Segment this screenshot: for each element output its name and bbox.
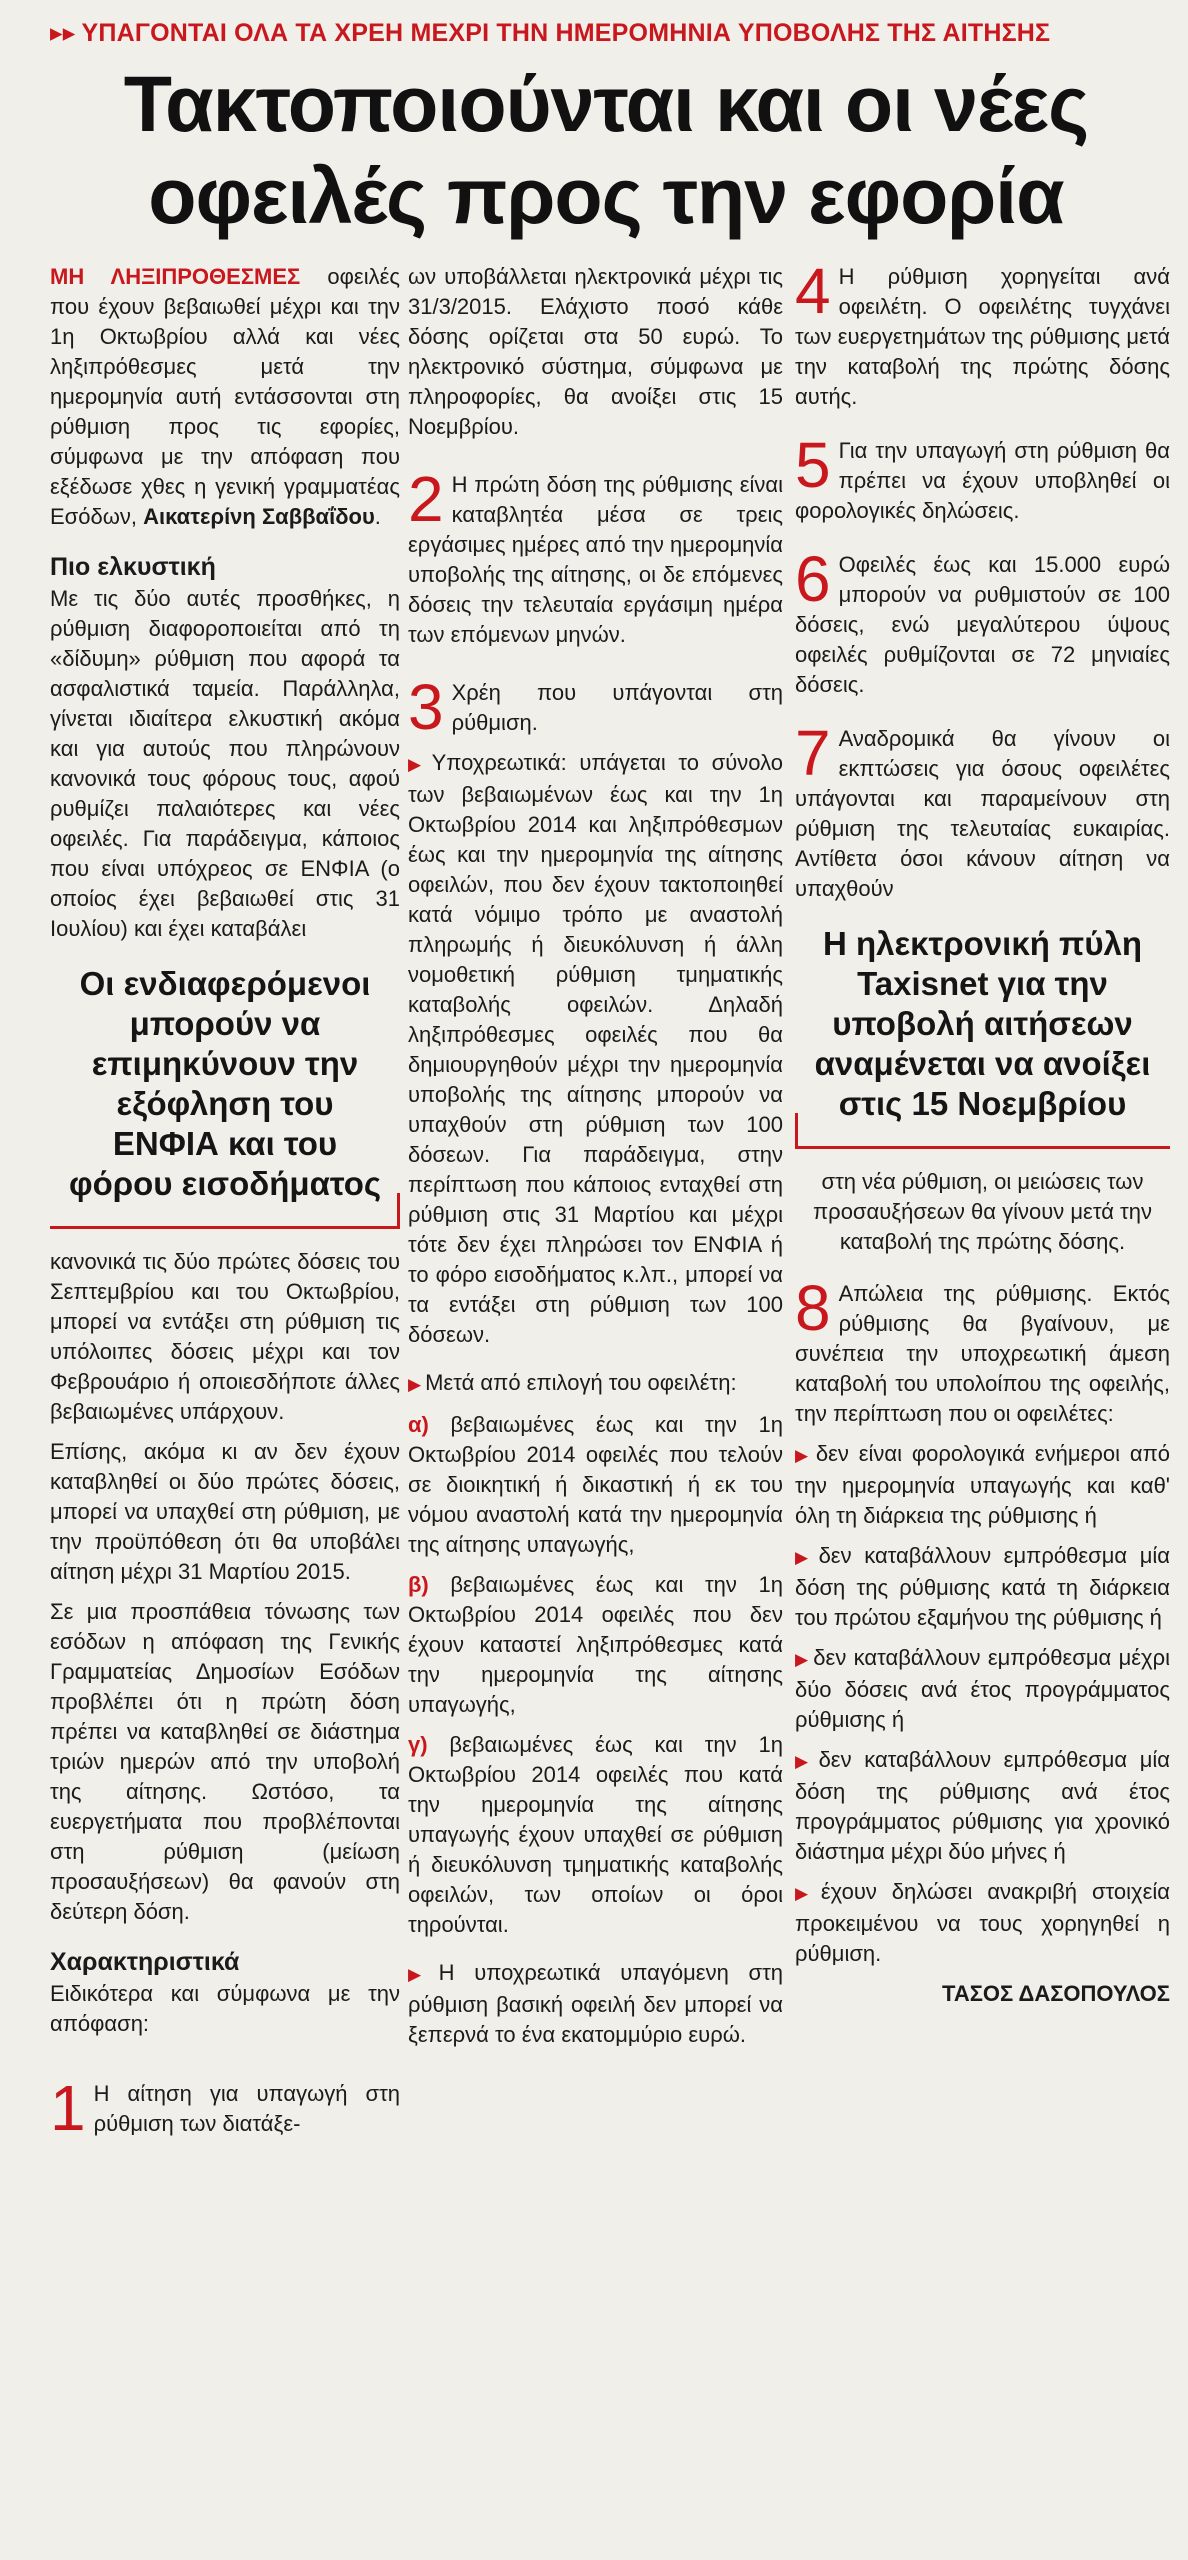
paragraph: κανονικά τις δύο πρώτες δόσεις του Σεπτεμβρίου και του Οκτωβρίου, μπορεί να εντάξει στη ρύθμιση τις υπόλοιπες δόσεις μέχρι και τον Φεβρουάριο ή οποιεσδήποτε άλλες βεβαιωμένες υπάρχουν. <box>50 1249 400 1424</box>
bullet-item <box>795 1541 1170 1633</box>
double-arrow-icon: ▸▸ <box>50 19 76 47</box>
column-3 <box>795 255 1170 2009</box>
item-text: Υποχρεωτικά: υπάγεται το σύνολο των βεβαιωμένων έως και την 1η Οκτωβρίου 2014 και ληξιπρόθεσμων έως και την ημερομηνία της αίτησης οφειλών, που δεν έχουν τακτοποιηθεί κατά νόμιμο τρόπο με αναστολή πληρωμής ή διευκόλυνση ή άλλη νομοθετική ρύθμιση τμηματικής καταβολής οφειλών. Δηλαδή ληξιπρόθεσμες οφειλές που θα δημιουργηθούν μέχρι την ημερομηνία υποβολής της αίτησης μπορούν να υπαχθούν στη ρύθμιση των 100 δόσεων. Για παράδειγμα, στην περίπτωση που κάποιος ενταχθεί στη ρύθμιση στις 31 Μαρτίου και μέχρι τότε δεν έχει πληρώσει τον ΕΝΦΙΑ ή το φόρο εισοδήματος κ.λπ., μπορεί να τα εντάξει στη ρύθμιση των 100 δόσεων. <box>408 750 783 1347</box>
item-text: Η ρύθμιση χορηγείται ανά οφειλέτη. Ο οφειλέτης τυγχάνει των ευεργετημάτων της ρύθμισης μετά την καταβολή της πρώτης δόσης αυτής. <box>795 264 1170 409</box>
headline-line-1: Τακτοποιούνται και οι νέες <box>123 59 1089 148</box>
triangle-bullet-icon: ▶ <box>795 1548 815 1567</box>
item-c <box>408 1730 783 1940</box>
item-text: βεβαιωμένες έως και την 1η Οκτωβρίου 2014 οφειλές που δεν έχουν καταστεί ληξιπρόθεσμες κατά την ημερομηνία της αίτησης υπαγωγής, <box>408 1572 783 1717</box>
triangle-bullet-icon: ▶ <box>408 1965 435 1984</box>
item-text: Η πρώτη δόση της ρύθμισης είναι καταβλητέα μέσα σε τρεις εργάσιμες ημέρες από την ημερομηνία υποβολής της αίτησης, οι δε επόμενες δόσεις την τελευταία εργάσιμη ημέρα των επόμενων μηνών. <box>408 472 783 647</box>
lead-red-words: ΜΗ ΛΗΞΙΠΡΟΘΕΣΜΕΣ <box>50 264 301 289</box>
paragraph: Σε μια προσπάθεια τόνωσης των εσόδων η απόφαση της Γενικής Γραμματείας Δημοσίων Εσόδων προβλέπει ότι η πρώτη δόση πρέπει να καταβληθεί σε διάστημα τριών ημερών από την υποβολή της αίτησης. Ωστόσο, τα ευεργετήματα που προβλέπονται στη ρύθμιση (μείωση προσαυξήσεων) θα φανούν στη δεύτερη δόση. <box>50 1599 400 1924</box>
item-text: έχουν δηλώσει ανακριβή στοιχεία προκειμένου να τους χορηγηθεί η ρύθμιση. <box>795 1879 1170 1966</box>
triangle-bullet-icon: ▶ <box>795 1752 815 1771</box>
triangle-bullet-icon: ▶ <box>795 1446 812 1465</box>
item-text: Απώλεια της ρύθμισης. Εκτός ρύθμισης θα βγαίνουν, με συνέπεια την υποχρεωτική άμεση καταβολή του υπολοίπου της οφειλής, την περίπτωση που οι οφειλέτες: <box>795 1281 1170 1426</box>
paragraph: Με τις δύο αυτές προσθήκες, η ρύθμιση διαφοροποιείται από τη «δίδυμη» ρύθμιση που αφορά τα ασφαλιστικά ταμεία. Παράλληλα, γίνεται ιδιαίτερα ελκυστική ακόμα και για αυτούς που πληρώνουν κανονικά τους φόρους τους, αφού ρυθμίζει παλαιότερες και νέες οφειλές. Για παράδειγμα, κάποιος που είναι υπόχρεος σε ΕΝΦΙΑ (ο οποίος έχει βεβαιωθεί στις 31 Ιουλίου) και έχει καταβάλει <box>50 586 400 941</box>
number-6: 6 <box>795 543 831 615</box>
numbered-item-2 <box>408 463 783 650</box>
number-4: 4 <box>795 255 831 327</box>
number-2: 2 <box>408 463 444 535</box>
bullet-item <box>795 1439 1170 1531</box>
pull-quote-taxisnet: Η ηλεκτρονική πύλη Taxisnet για την υποβολή αιτήσεων αναμένεται να ανοίξει στις 15 Νοεμβρίου <box>795 918 1170 1149</box>
triangle-bullet-icon: ▶ <box>795 1650 810 1669</box>
item-text: Μετά από επιλογή του οφειλέτη: <box>425 1370 737 1395</box>
item-text: δεν είναι φορολογικά ενήμεροι από την ημερομηνία υπαγωγής και καθ' όλη τη διάρκεια της ρύθμισης ή <box>795 1441 1170 1528</box>
numbered-item-4 <box>795 255 1170 412</box>
label-b: β) <box>408 1572 429 1597</box>
author-signature: ΤΑΣΟΣ ΔΑΣΟΠΟΥΛΟΣ <box>942 1981 1170 2006</box>
lead-paragraph: ΜΗ ΛΗΞΙΠΡΟΘΕΣΜΕΣ οφειλές που έχουν βεβαιωθεί μέχρι και την 1η Οκτωβρίου αλλά και νέες ληξιπρόθεσμες μετά την ημερομηνία αυτή εντάσσονται στη ρύθμιση προς τις εφορίες, σύμφωνα με την απόφαση που εξέδωσε χθες η γενική γραμματέας Εσόδων, Αικατερίνη Σαββαΐδου. <box>50 264 400 529</box>
item-text: βεβαιωμένες έως και την 1η Οκτωβρίου 2014 οφειλές που τελούν σε διοικητική ή δικαστική ή εκ του νόμου αναστολή κατά την ημερομηνία της αίτησης υπαγωγής, <box>408 1412 783 1557</box>
kicker <box>50 18 1170 52</box>
paragraph-mandatory <box>408 748 783 1350</box>
bullet-item <box>795 1745 1170 1867</box>
item-text: δεν καταβάλλουν εμπρόθεσμα μέχρι δύο δόσεις ανά έτος προγράμματος ρύθμισης ή <box>795 1645 1170 1732</box>
subheading-attractive: Πιο ελκυστική <box>50 553 216 581</box>
lead-text: οφειλές που έχουν βεβαιωθεί μέχρι και την 1η Οκτωβρίου αλλά και νέες ληξιπρόθεσμες μετά την ημερομηνία αυτή εντάσσονται στη ρύθμιση προς τις εφορίες, σύμφωνα με την απόφαση που εξέδωσε χθες η γενική γραμματέας Εσόδων, <box>50 264 400 529</box>
numbered-item-1 <box>50 2072 400 2144</box>
bullet-item <box>795 1643 1170 1735</box>
headline-line-2: οφειλές προς την εφορία <box>148 151 1064 240</box>
column-1 <box>50 262 400 2149</box>
column-2 <box>408 262 783 2060</box>
subheading-characteristics: Χαρακτηριστικά <box>50 1948 240 1976</box>
triangle-bullet-icon: ▶ <box>408 755 428 774</box>
numbered-item-7 <box>795 717 1170 904</box>
item-text: δεν καταβάλλουν εμπρόθεσμα μία δόση της ρύθμισης κατά τη διάρκεια του πρώτου εξαμήνου της ρύθμισης ή <box>795 1543 1170 1630</box>
paragraph-cap <box>408 1958 783 2050</box>
item-text: Η υποχρεωτικά υπαγόμενη στη ρύθμιση βασική οφειλή δεν μπορεί να ξεπερνά το ένα εκατομμύριο ευρώ. <box>408 1960 783 2047</box>
paragraph: στη νέα ρύθμιση, οι μειώσεις των προσαυξήσεων θα γίνουν μετά την καταβολή της πρώτης δόσης. <box>813 1169 1152 1254</box>
numbered-item-5 <box>795 429 1170 526</box>
numbered-item-3 <box>408 671 783 743</box>
number-3: 3 <box>408 671 444 743</box>
number-1: 1 <box>50 2072 86 2144</box>
bullet-item <box>795 1877 1170 1969</box>
numbered-item-8 <box>795 1272 1170 1429</box>
number-8: 8 <box>795 1272 831 1344</box>
paragraph: Ειδικότερα και σύμφωνα με την απόφαση: <box>50 1981 400 2036</box>
number-7: 7 <box>795 717 831 789</box>
lead-name: Αικατερίνη Σαββαΐδου <box>143 504 375 529</box>
paragraph: ων υποβάλλεται ηλεκτρονικά μέχρι τις 31/3/2015. Ελάχιστο ποσό κάθε δόσης ορίζεται στα 50 ευρώ. Το ηλεκτρονικό σύστημα, σύμφωνα με πληροφορίες, θα ανοίξει στις 15 Νοεμβρίου. <box>408 264 783 439</box>
item-text: Για την υπαγωγή στη ρύθμιση θα πρέπει να έχουν υποβληθεί οι φορολογικές δηλώσεις. <box>795 438 1170 523</box>
item-b <box>408 1570 783 1720</box>
triangle-bullet-icon: ▶ <box>408 1375 422 1394</box>
item-text: Αναδρομικά θα γίνουν οι εκπτώσεις για όσους οφειλέτες υπάγονται και παραμείνουν στη ρύθμιση της τελευταίας ευκαιρίας. Αντίθετα όσοι κάνουν αίτηση να υπαχθούν <box>795 726 1170 901</box>
paragraph: Επίσης, ακόμα κι αν δεν έχουν καταβληθεί οι δύο πρώτες δόσεις, μπορεί να υπαχθεί στη ρύθμιση, με την προϋπόθεση ότι θα υποβάλει αίτηση μέχρι 31 Μαρτίου 2015. <box>50 1439 400 1584</box>
pull-quote-enfia: Οι ενδιαφερόμενοι μπορούν να επιμηκύνουν την εξόφληση του ΕΝΦΙΑ και του φόρου εισοδήματος <box>50 958 400 1229</box>
numbered-item-6 <box>795 543 1170 700</box>
paragraph-optional <box>408 1368 783 1400</box>
triangle-bullet-icon: ▶ <box>795 1884 817 1903</box>
item-text: Οφειλές έως και 15.000 ευρώ μπορούν να ρυθμιστούν σε 100 δόσεις, ενώ μεγαλύτερου ύψους οφειλές ρυθμίζονται σε 72 μηνιαίες δόσεις. <box>795 552 1170 697</box>
item-text: δεν καταβάλλουν εμπρόθεσμα μία δόση της ρύθμισης ανά έτος προγράμματος ρύθμισης για χρονικό διάστημα μέχρι δύο μήνες ή <box>795 1747 1170 1864</box>
kicker-text: ΥΠΑΓΟΝΤΑΙ ΟΛΑ ΤΑ ΧΡΕΗ ΜΕΧΡΙ ΤΗΝ ΗΜΕΡΟΜΗΝΙΑ ΥΠΟΒΟΛΗΣ ΤΗΣ ΑΙΤΗΣΗΣ <box>81 19 1051 47</box>
headline <box>56 58 1156 242</box>
item-text: Η αίτηση για υπαγωγή στη ρύθμιση των διατάξε- <box>93 2081 400 2136</box>
item-text: Χρέη που υπάγονται στη ρύθμιση. <box>451 680 783 735</box>
label-c: γ) <box>408 1732 428 1757</box>
number-5: 5 <box>795 429 831 501</box>
label-a: α) <box>408 1412 429 1437</box>
item-text: βεβαιωμένες έως και την 1η Οκτωβρίου 2014 οφειλές που κατά την ημερομηνία της αίτησης υπαγωγής έχουν υπαχθεί σε ρύθμιση ή διευκόλυνση τμηματικής καταβολής οφειλών, των οποίων οι όροι τηρούνται. <box>408 1732 783 1937</box>
item-a <box>408 1410 783 1560</box>
